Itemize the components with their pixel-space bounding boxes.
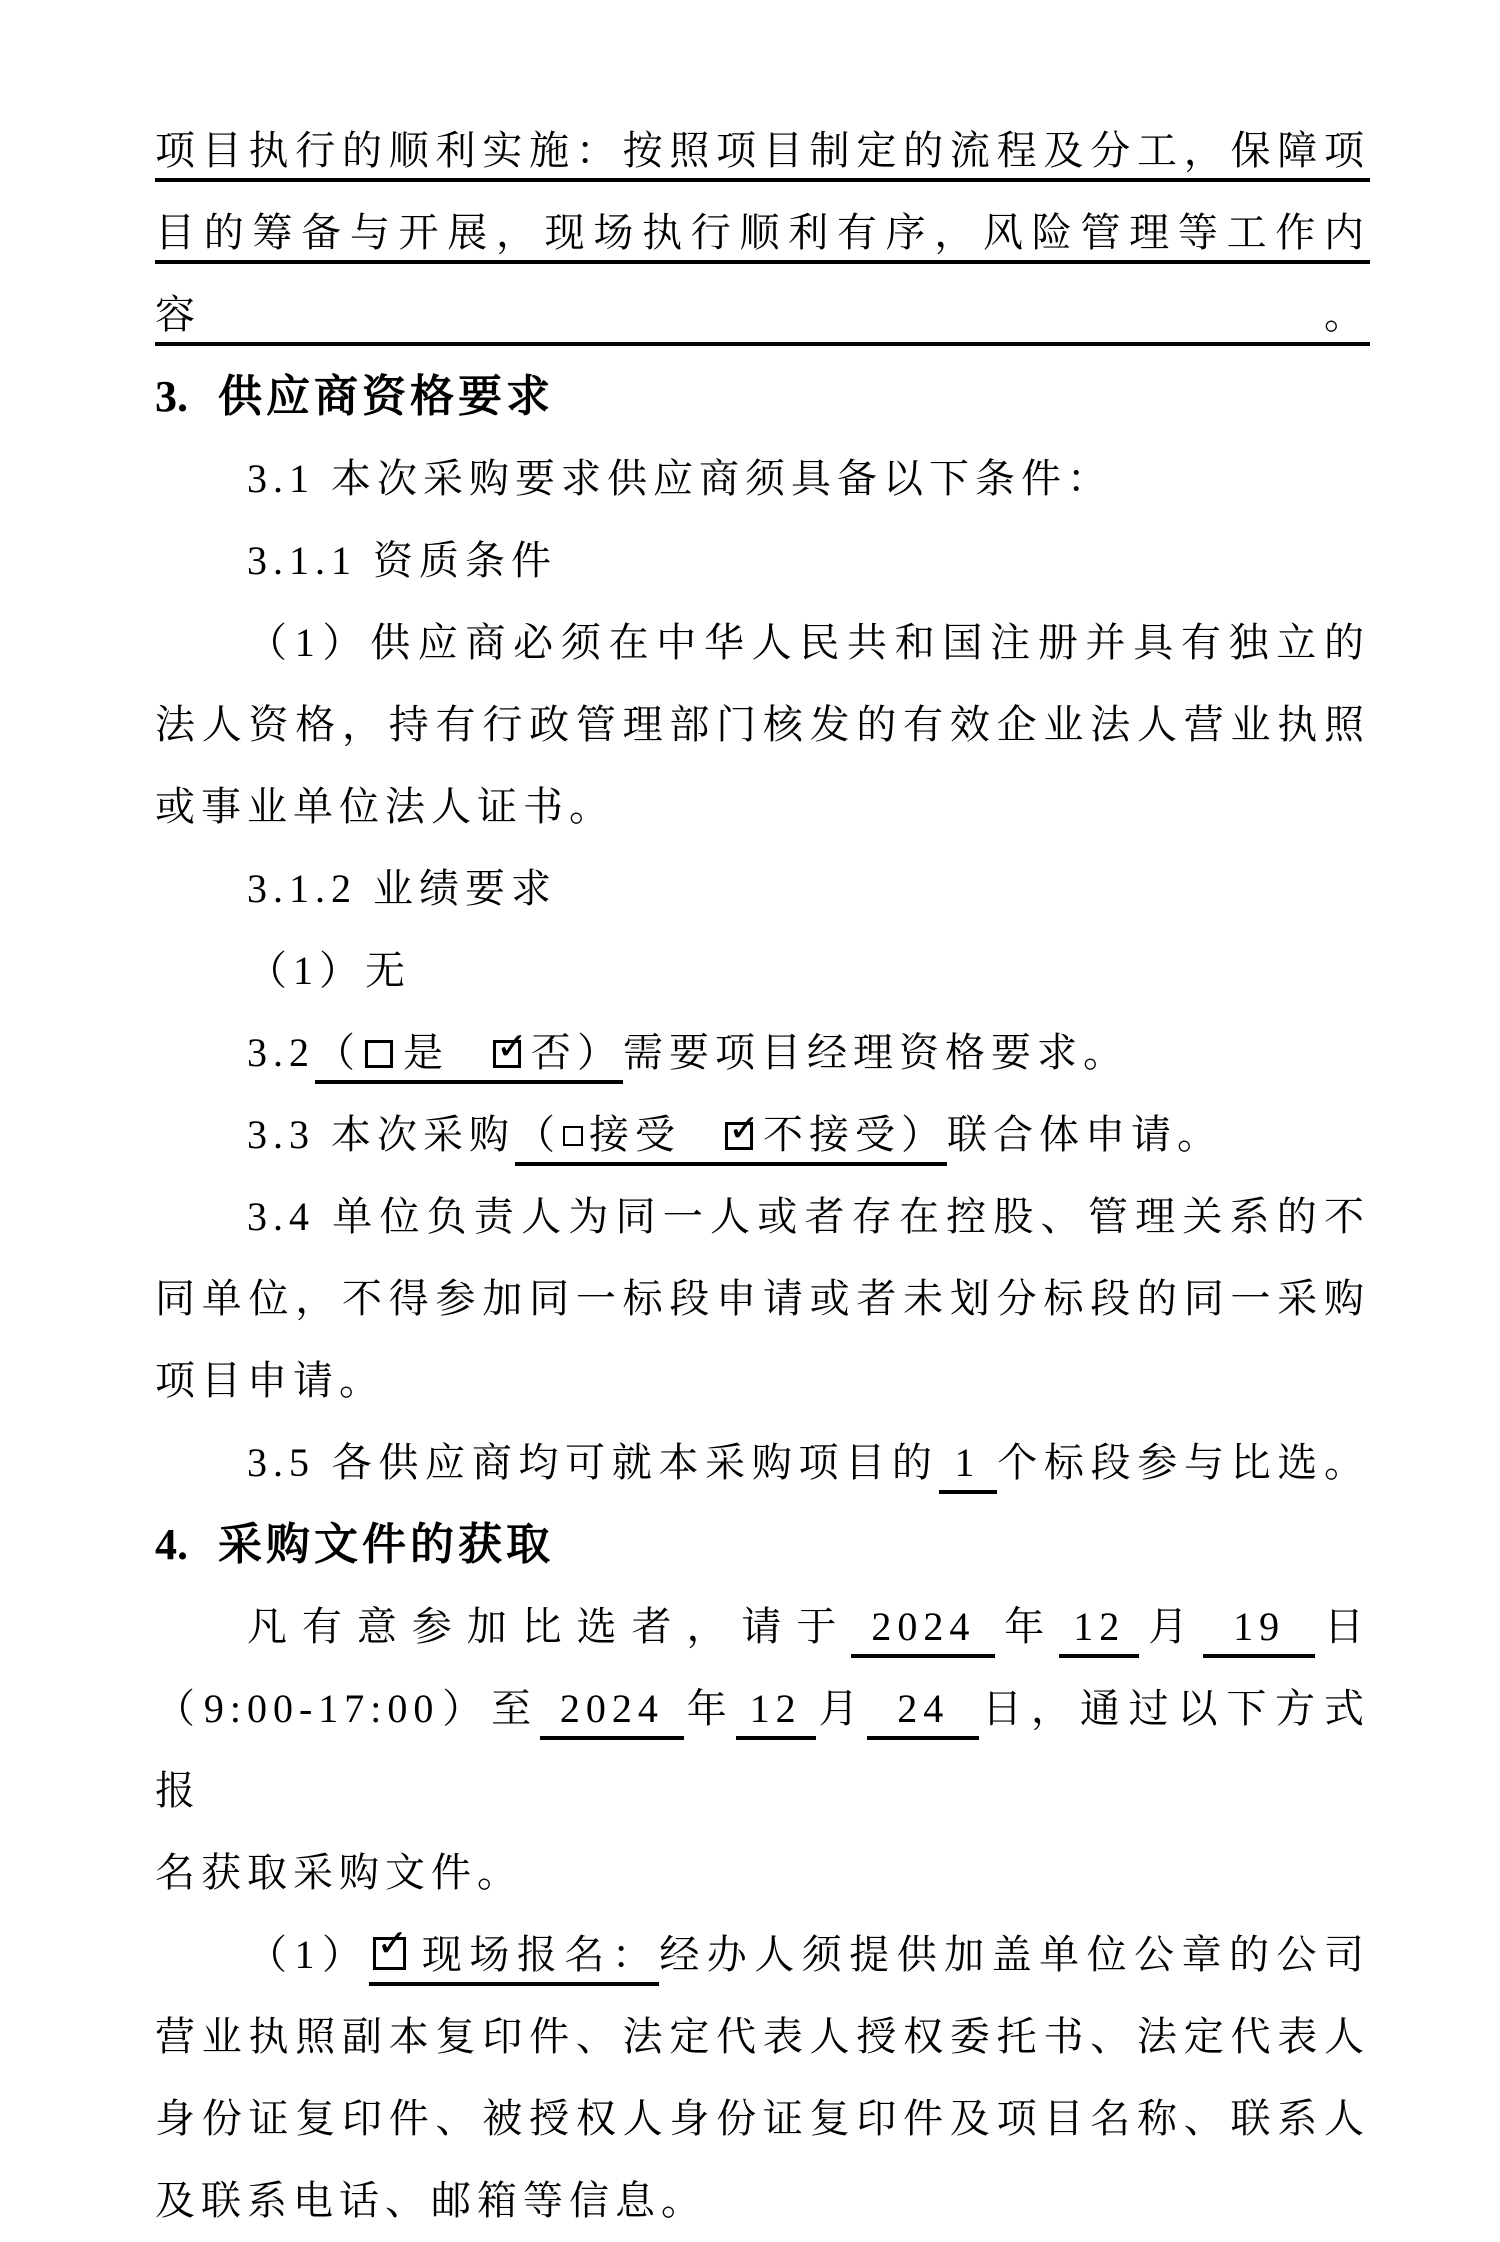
underlined-intro-text-1: 项目执行的顺利实施：按照项目制定的流程及分工，保障项 xyxy=(155,128,1370,182)
onsite-registration-label: 现场报名： xyxy=(420,1932,660,1977)
clause-text: 项目申请。 xyxy=(155,1358,385,1403)
section-4-title: 采购文件的获取 xyxy=(218,1520,554,1569)
accept-reject-option-group xyxy=(515,1106,947,1166)
clause-3-1-1-item1-line3 xyxy=(155,766,1370,848)
year-unit: 年 xyxy=(995,1604,1060,1649)
reject-label: 不接受 xyxy=(763,1112,901,1157)
clause-3-3-lead: 本次采购 xyxy=(331,1112,515,1157)
lot-count-value: 1 xyxy=(954,1440,981,1485)
month-unit: 月 xyxy=(1139,1604,1204,1649)
end-year-value: 2024 xyxy=(559,1686,664,1731)
clause-3-4-line3 xyxy=(155,1340,1370,1422)
start-day-blank xyxy=(1203,1604,1315,1658)
registration-period-line2 xyxy=(155,1668,1370,1832)
period-lead: 凡有意参加比选者，请于 xyxy=(247,1604,852,1649)
method-line1-text: 经办人须提供加盖单位公章的公司 xyxy=(659,1932,1371,1977)
start-month-value: 12 xyxy=(1073,1604,1126,1649)
yes-no-option-group xyxy=(315,1024,623,1084)
paren-open: （ xyxy=(515,1112,561,1157)
section-3-heading xyxy=(155,356,1370,438)
end-day-value: 24 xyxy=(897,1686,950,1731)
clause-3-1-1 xyxy=(155,520,1370,602)
clause-3-5-rest: 个标段参与比选。 xyxy=(996,1440,1371,1485)
checkbox-no-mark: ✓ xyxy=(496,1024,528,1068)
registration-method-line2 xyxy=(155,1996,1370,2078)
clause-3-5-lead: 3.5 各供应商均可就本采购项目的 xyxy=(247,1440,939,1485)
day-unit: 日 xyxy=(1315,1604,1370,1649)
clause-3-2-text: 需要项目经理资格要求。 xyxy=(623,1030,1129,1075)
year-unit: 年 xyxy=(683,1686,736,1731)
clause-3-1-2-item1 xyxy=(155,930,1370,1012)
onsite-registration-underlined xyxy=(369,1921,660,1986)
start-month-blank xyxy=(1059,1604,1139,1658)
section-3-number: 3. xyxy=(155,372,188,421)
registration-period-line1 xyxy=(155,1586,1370,1668)
clause-3-1-1-text: 3.1.1 资质条件 xyxy=(247,538,557,583)
checkbox-reject-checked xyxy=(725,1106,760,1150)
intro-line-2 xyxy=(155,192,1370,356)
no-label: 否 xyxy=(531,1030,577,1075)
clause-3-1-2 xyxy=(155,848,1370,930)
clause-3-1-2-text: 3.1.2 业绩要求 xyxy=(247,866,557,911)
yes-label: 是 xyxy=(403,1030,449,1075)
checkbox-onsite-mark: ✓ xyxy=(376,1921,409,1965)
clause-3-3 xyxy=(155,1094,1370,1176)
clause-3-2-number: 3.2 xyxy=(247,1030,315,1075)
clause-3-1-1-item1-line2 xyxy=(155,684,1370,766)
registration-method-line1 xyxy=(155,1914,1370,1996)
clause-3-3-number: 3.3 xyxy=(247,1112,315,1157)
end-day-blank xyxy=(867,1686,979,1740)
clause-3-4-line1 xyxy=(155,1176,1370,1258)
checkbox-reject-mark: ✓ xyxy=(728,1106,760,1150)
registration-period-line3 xyxy=(155,1832,1370,1914)
checkbox-no-checked xyxy=(493,1024,528,1068)
paren-close: ） xyxy=(901,1112,947,1157)
method-line2-text: 营业执照副本复印件、法定代表人授权委托书、法定代表人 xyxy=(155,2014,1370,2059)
clause-3-1-1-item1-line1 xyxy=(155,602,1370,684)
clause-3-5 xyxy=(155,1422,1370,1504)
checkbox-onsite-checked xyxy=(373,1921,409,1970)
paren-close: ） xyxy=(577,1030,623,1075)
end-month-blank xyxy=(736,1686,816,1740)
underlined-intro-text-2: 目的筹备与开展，现场执行顺利有序，风险管理等工作内容。 xyxy=(155,210,1370,346)
registration-method-line3 xyxy=(155,2078,1370,2160)
clause-text: 同单位，不得参加同一标段申请或者未划分标段的同一采购 xyxy=(155,1276,1370,1321)
clause-3-1-text: 3.1 本次采购要求供应商须具备以下条件： xyxy=(247,456,1113,501)
month-unit: 月 xyxy=(815,1686,868,1731)
clause-text: 3.4 单位负责人为同一人或者存在控股、管理关系的不 xyxy=(247,1194,1370,1239)
clause-text: 或事业单位法人证书。 xyxy=(155,784,615,829)
lot-count-blank xyxy=(939,1440,997,1494)
document-content xyxy=(155,110,1370,2242)
start-year-blank xyxy=(851,1604,995,1658)
section-4-heading xyxy=(155,1504,1370,1586)
start-day-value: 19 xyxy=(1233,1604,1286,1649)
clause-text: （1）无 xyxy=(247,948,411,993)
clause-3-4-line2 xyxy=(155,1258,1370,1340)
period-line2-lead: （9:00-17:00）至 xyxy=(155,1686,540,1731)
registration-method-line4 xyxy=(155,2160,1370,2242)
section-4-number: 4. xyxy=(155,1520,188,1569)
end-year-blank xyxy=(540,1686,684,1740)
checkbox-accept-unchecked xyxy=(563,1126,583,1146)
clause-3-3-text: 联合体申请。 xyxy=(947,1112,1223,1157)
period-line2-tail: 日，通过以下方式报 xyxy=(155,1686,1371,1813)
start-year-value: 2024 xyxy=(871,1604,976,1649)
clause-text: （1）供应商必须在中华人民共和国注册并具有独立的 xyxy=(247,620,1370,665)
method-line4-text: 及联系电话、邮箱等信息。 xyxy=(155,2178,707,2223)
intro-line-1 xyxy=(155,110,1370,192)
clause-text: 法人资格，持有行政管理部门核发的有效企业法人营业执照 xyxy=(155,702,1370,747)
accept-label: 接受 xyxy=(589,1112,681,1157)
method-line3-text: 身份证复印件、被授权人身份证复印件及项目名称、联系人 xyxy=(155,2096,1370,2141)
section-3-title: 供应商资格要求 xyxy=(218,372,554,421)
paren-open: （ xyxy=(315,1030,361,1075)
checkbox-yes-unchecked xyxy=(365,1040,393,1068)
method-item-number: （1） xyxy=(247,1932,370,1977)
end-month-value: 12 xyxy=(749,1686,802,1731)
clause-3-2 xyxy=(155,1012,1370,1094)
period-line3-text: 名获取采购文件。 xyxy=(155,1850,523,1895)
clause-3-1 xyxy=(155,438,1370,520)
